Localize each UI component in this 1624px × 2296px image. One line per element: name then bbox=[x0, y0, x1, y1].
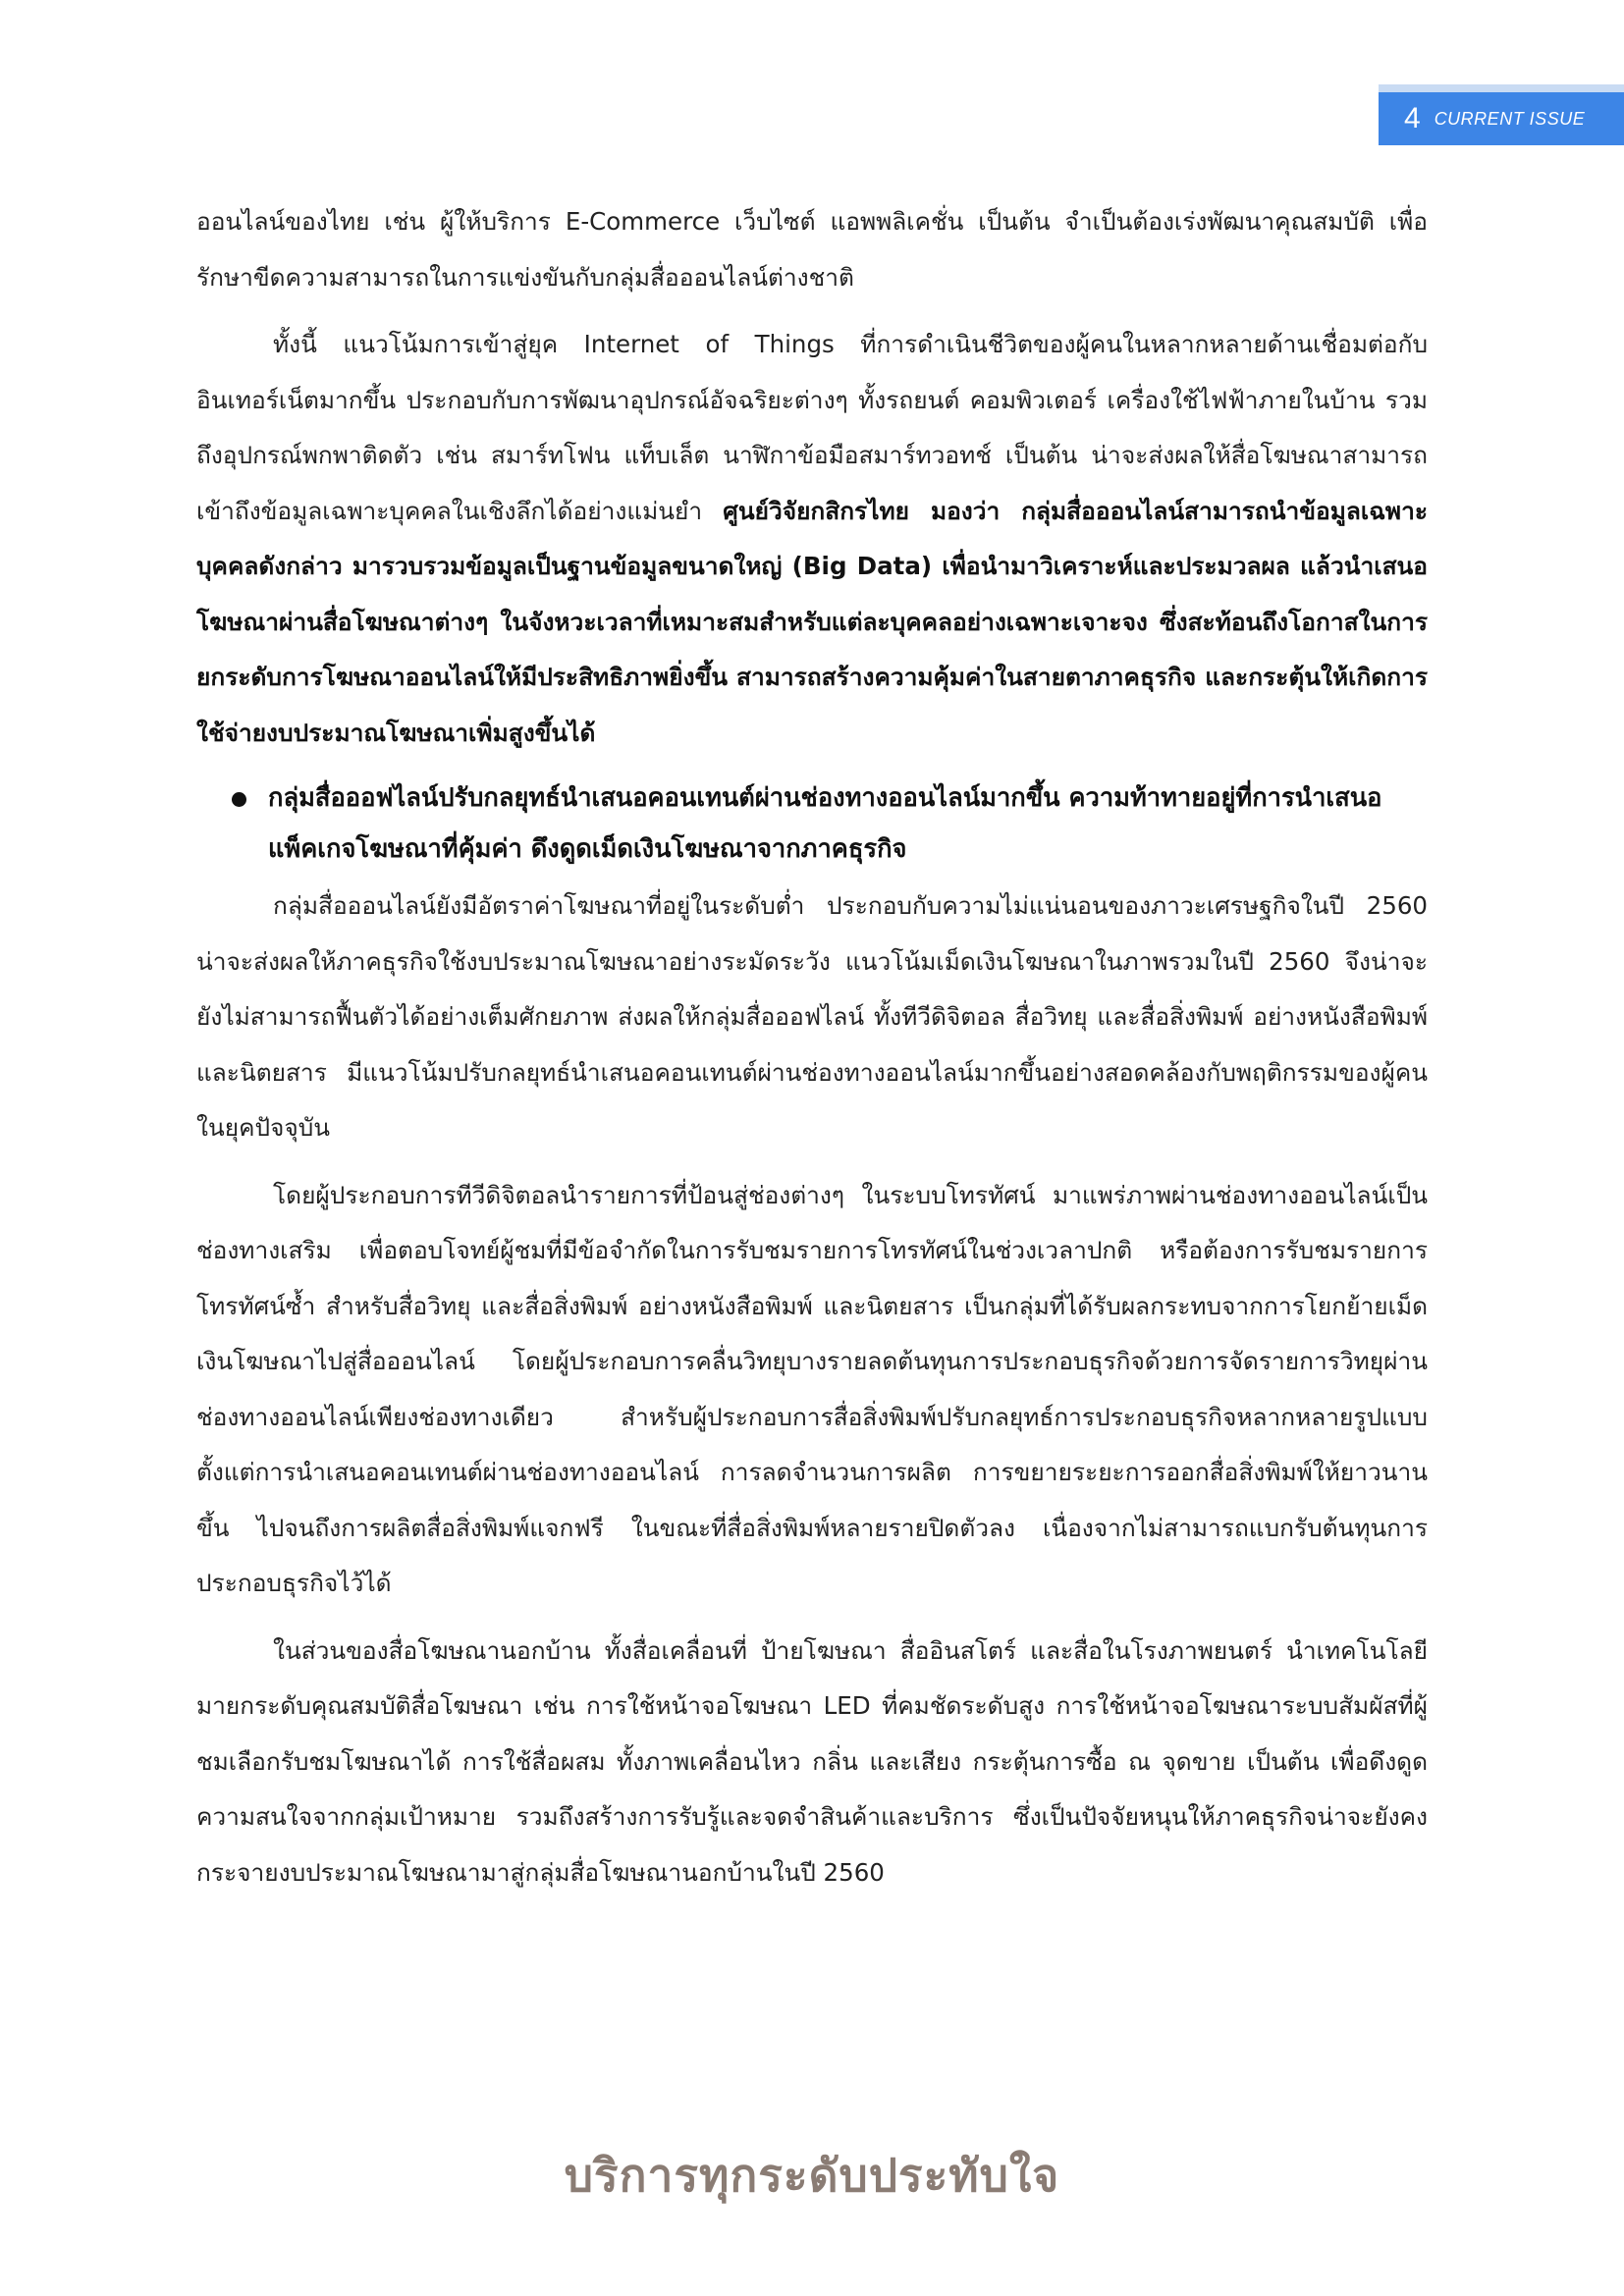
bullet-heading bbox=[232, 773, 1428, 875]
article-body bbox=[196, 194, 1428, 1912]
bullet-heading-text: กลุ่มสื่อออฟไลน์ปรับกลยุทธ์นำเสนอคอนเทนต์ผ่านช่องทางออนไลน์มากขึ้น ความท้าทายอยู่ที่การนำเสนอแพ็คเกจโฆษณาที่คุ้มค่า ดึงดูดเม็ดเงินโฆษณาจากภาคธุรกิจ bbox=[268, 783, 1382, 864]
paragraph-offline-media: กลุ่มสื่อออนไลน์ยังมีอัตราค่าโฆษณาที่อยู่ในระดับต่ำ ประกอบกับความไม่แน่นอนของภาวะเศรษฐกิจในปี 2560 น่าจะส่งผลให้ภาคธุรกิจใช้งบประมาณโฆษณาอย่างระมัดระวัง แนวโน้มเม็ดเงินโฆษณาในภาพรวมในปี 2560 จึงน่าจะยังไม่สามารถฟื้นตัวได้อย่างเต็มศักยภาพ ส่งผลให้กลุ่มสื่อออฟไลน์ ทั้งทีวีดิจิตอล สื่อวิทยุ และสื่อสิ่งพิมพ์ อย่างหนังสือพิมพ์ และนิตยสาร มีแนวโน้มปรับกลยุทธ์นำเสนอคอนเทนต์ผ่านช่องทางออนไลน์มากขึ้นอย่างสอดคล้องกับพฤติกรรมของผู้คนในยุคปัจจุบัน bbox=[196, 891, 1428, 1142]
bullet-dot-icon bbox=[232, 792, 246, 807]
paragraph-iot-text: ทั้งนี้ แนวโน้มการเข้าสู่ยุค Internet of Things ที่การดำเนินชีวิตของผู้คนในหลากหลายด้านเชื่อมต่อกับอินเทอร์เน็ตมากขึ้น ประกอบกับการพัฒนาอุปกรณ์อัจฉริยะต่างๆ ทั้งรถยนต์ คอมพิวเตอร์ เครื่องใช้ไฟฟ้าภายในบ้าน รวมถึงอุปกรณ์พกพาติดตัว เช่น สมาร์ทโฟน แท็บเล็ต นาฬิกาข้อมือสมาร์ทวอทช์ เป็นต้น น่าจะส่งผลให้สื่อโฆษณาสามารถเข้าถึงข้อมูลเฉพาะบุคคลในเชิงลึกได้อย่างแม่นยำ bbox=[196, 330, 1428, 525]
page-number: 4 bbox=[1404, 102, 1421, 134]
footer-motto: บริการทุกระดับประทับใจ bbox=[564, 2149, 1060, 2202]
paragraph-continuation: ออนไลน์ของไทย เช่น ผู้ให้บริการ E-Commerce เว็บไซต์ แอพพลิเคชั่น เป็นต้น จำเป็นต้องเร่งพัฒนาคุณสมบัติ เพื่อรักษาขีดความสามารถในการแข่งขันกับกลุ่มสื่อออนไลน์ต่างชาติ bbox=[196, 207, 1428, 292]
header-tab-stripe bbox=[1379, 84, 1624, 92]
paragraph-iot bbox=[196, 317, 1428, 761]
page-header-tab bbox=[1379, 92, 1624, 145]
paragraph-outdoor-media: ในส่วนของสื่อโฆษณานอกบ้าน ทั้งสื่อเคลื่อนที่ ป้ายโฆษณา สื่ออินสโตร์ และสื่อในโรงภาพยนตร์ นำเทคโนโลยีมายกระดับคุณสมบัติสื่อโฆษณา เช่น การใช้หน้าจอโฆษณา LED ที่คมชัดระดับสูง การใช้หน้าจอโฆษณาระบบสัมผัสที่ผู้ชมเลือกรับชมโฆษณาได้ การใช้สื่อผสม ทั้งภาพเคลื่อนไหว กลิ่น และเสียง กระตุ้นการซื้อ ณ จุดขาย เป็นต้น เพื่อดึงดูดความสนใจจากกลุ่มเป้าหมาย รวมถึงสร้างการรับรู้และจดจำสินค้าและบริการ ซึ่งเป็นปัจจัยหนุนให้ภาคธุรกิจน่าจะยังคงกระจายงบประมาณโฆษณามาสู่กลุ่มสื่อโฆษณานอกบ้านในปี 2560 bbox=[196, 1635, 1428, 1887]
paragraph-iot-highlight: ศูนย์วิจัยกสิกรไทย มองว่า กลุ่มสื่อออนไลน์สามารถนำข้อมูลเฉพาะบุคคลดังกล่าว มารวบรวมข้อมูลเป็นฐานข้อมูลขนาดใหญ่ (Big Data) เพื่อนำมาวิเคราะห์และประมวลผล แล้วนำเสนอโฆษณาผ่านสื่อโฆษณาต่างๆ ในจังหวะเวลาที่เหมาะสมสำหรับแต่ละบุคคลอย่างเฉพาะเจาะจง ซึ่งสะท้อนถึงโอกาสในการยกระดับการโฆษณาออนไลน์ให้มีประสิทธิภาพยิ่งขึ้น สามารถสร้างความคุ้มค่าในสายตาภาคธุรกิจ และกระตุ้นให้เกิดการใช้จ่ายงบประมาณโฆษณาเพิ่มสูงขึ้นได้ bbox=[196, 496, 1428, 747]
section-label: CURRENT ISSUE bbox=[1434, 108, 1586, 129]
paragraph-digital-tv: โดยผู้ประกอบการทีวีดิจิตอลนำรายการที่ป้อนสู่ช่องต่างๆ ในระบบโทรทัศน์ มาแพร่ภาพผ่านช่องทางออนไลน์เป็นช่องทางเสริม เพื่อตอบโจทย์ผู้ชมที่มีข้อจำกัดในการรับชมรายการโทรทัศน์ในช่วงเวลาปกติ หรือต้องการรับชมรายการโทรทัศน์ซ้ำ สำหรับสื่อวิทยุ และสื่อสิ่งพิมพ์ อย่างหนังสือพิมพ์ และนิตยสาร เป็นกลุ่มที่ได้รับผลกระทบจากการโยกย้ายเม็ดเงินโฆษณาไปสู่สื่อออนไลน์ โดยผู้ประกอบการคลื่นวิทยุบางรายลดต้นทุนการประกอบธุรกิจด้วยการจัดรายการวิทยุผ่านช่องทางออนไลน์เพียงช่องทางเดียว สำหรับผู้ประกอบการสื่อสิ่งพิมพ์ปรับกลยุทธ์การประกอบธุรกิจหลากหลายรูปแบบ ตั้งแต่การนำเสนอคอนเทนต์ผ่านช่องทางออนไลน์ การลดจำนวนการผลิต การขยายระยะการออกสื่อสิ่งพิมพ์ให้ยาวนานขึ้น ไปจนถึงการผลิตสื่อสิ่งพิมพ์แจกฟรี ในขณะที่สื่อสิ่งพิมพ์หลายรายปิดตัวลง เนื่องจากไม่สามารถแบกรับต้นทุนการประกอบธุรกิจไว้ได้ bbox=[196, 1180, 1428, 1597]
